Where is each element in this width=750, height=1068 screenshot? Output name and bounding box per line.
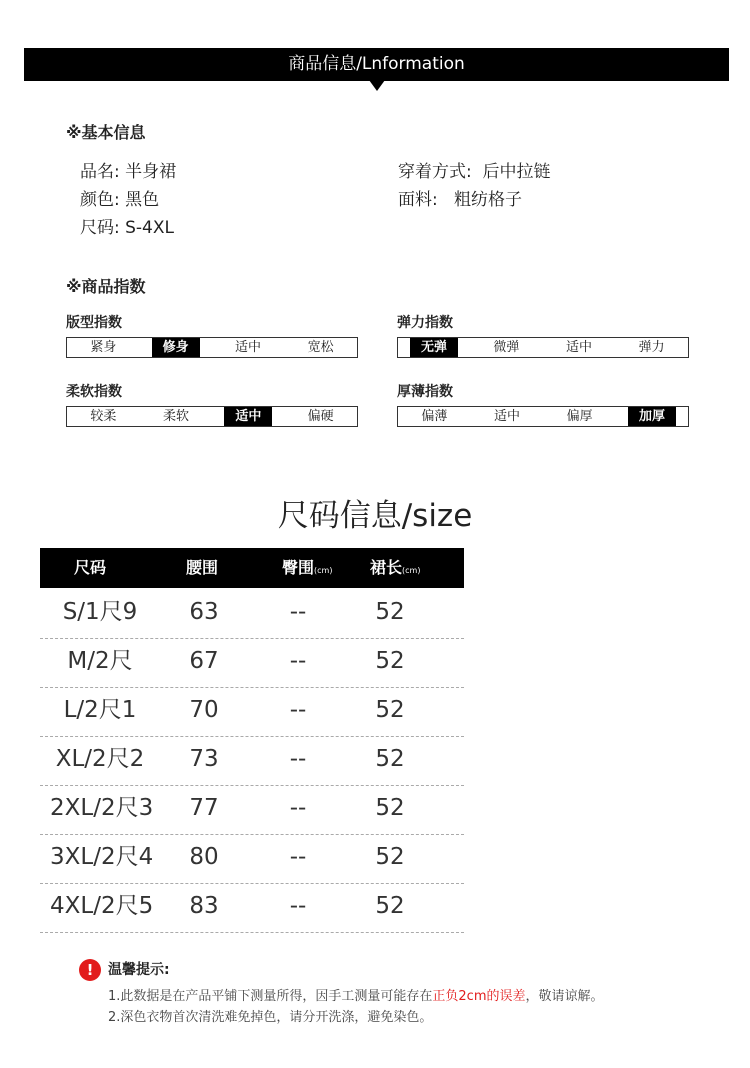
- scale-option: 弹力: [638, 340, 665, 355]
- scale-elasticity-title: 弹力指数: [397, 315, 453, 331]
- cell-waist: 70: [189, 697, 219, 723]
- cell-size: 4XL/2尺5: [50, 893, 154, 919]
- scale-option: 紧身: [90, 340, 117, 355]
- table-row: [40, 785, 464, 835]
- scale-option: 适中: [224, 407, 272, 426]
- col-header-waist: 腰围: [186, 558, 219, 577]
- col-header-size: 尺码: [74, 558, 107, 577]
- header-title: 商品信息/Lnformation: [288, 54, 465, 74]
- notice-error-highlight: 正负2cm的误差: [432, 989, 526, 1004]
- scale-thickness: [397, 406, 689, 427]
- table-row: [40, 834, 464, 884]
- cell-length: 52: [375, 795, 405, 821]
- cell-length: 52: [375, 746, 405, 772]
- scale-softness-title: 柔软指数: [66, 384, 122, 400]
- cell-waist: 80: [189, 844, 219, 870]
- info-wear-method: 穿着方式: 后中拉链: [398, 162, 551, 182]
- info-color: 颜色: 黑色: [80, 190, 160, 210]
- cell-length: 52: [375, 697, 405, 723]
- cell-size: L/2尺1: [63, 697, 137, 723]
- cell-hip: --: [289, 844, 307, 870]
- cell-size: S/1尺9: [62, 599, 138, 625]
- banner-pointer-icon: [369, 80, 385, 91]
- section-header-banner: [24, 48, 729, 81]
- scale-option: 柔软: [163, 409, 190, 424]
- table-row: [40, 638, 464, 688]
- table-row: [40, 883, 464, 933]
- scale-option: 偏厚: [566, 409, 593, 424]
- scale-option: 较柔: [90, 409, 117, 424]
- cell-waist: 83: [189, 893, 219, 919]
- cell-waist: 67: [189, 648, 219, 674]
- cell-size: 3XL/2尺4: [50, 844, 154, 870]
- cell-hip: --: [289, 893, 307, 919]
- scale-option: 适中: [235, 340, 262, 355]
- scale-softness: [66, 406, 358, 427]
- scale-fit: [66, 337, 358, 358]
- scale-option: 修身: [152, 338, 200, 357]
- table-row: [40, 687, 464, 737]
- cell-length: 52: [375, 844, 405, 870]
- scale-option: 微弹: [493, 340, 520, 355]
- cell-waist: 77: [189, 795, 219, 821]
- col-header-length: 裙长(cm): [370, 558, 421, 577]
- cell-hip: --: [289, 697, 307, 723]
- scale-option: 偏硬: [307, 409, 334, 424]
- notice-line-1: 1.此数据是在产品平铺下测量所得，因手工测量可能存在正负2cm的误差，敬请谅解。: [108, 989, 604, 1004]
- cell-waist: 63: [189, 599, 219, 625]
- info-product-name: 品名: 半身裙: [80, 162, 177, 182]
- scale-option: 宽松: [307, 340, 334, 355]
- info-fabric: 面料: 粗纺格子: [398, 190, 522, 210]
- info-size-range: 尺码: S-4XL: [80, 218, 174, 238]
- scale-option: 适中: [494, 409, 521, 424]
- table-row: [40, 589, 464, 639]
- size-section-heading: 尺码信息/size: [277, 498, 473, 534]
- col-header-hip: 臀围(cm): [282, 558, 333, 577]
- cell-length: 52: [375, 599, 405, 625]
- scale-option: 无弹: [410, 338, 458, 357]
- warning-icon: !: [79, 959, 101, 981]
- scale-fit-title: 版型指数: [66, 315, 122, 331]
- cell-size: 2XL/2尺3: [50, 795, 154, 821]
- cell-hip: --: [289, 795, 307, 821]
- basic-info-title: ※基本信息: [66, 123, 146, 142]
- cell-size: M/2尺: [67, 648, 133, 674]
- cell-hip: --: [289, 648, 307, 674]
- cell-length: 52: [375, 893, 405, 919]
- indices-title: ※商品指数: [66, 277, 146, 296]
- table-row: [40, 736, 464, 786]
- cell-hip: --: [289, 599, 307, 625]
- scale-option: 加厚: [628, 407, 676, 426]
- notice-line-2: 2.深色衣物首次清洗难免掉色，请分开洗涤，避免染色。: [108, 1010, 433, 1025]
- scale-option: 偏薄: [421, 409, 448, 424]
- cell-length: 52: [375, 648, 405, 674]
- cell-hip: --: [289, 746, 307, 772]
- notice-title: 温馨提示:: [108, 962, 170, 978]
- scale-thickness-title: 厚薄指数: [397, 384, 453, 400]
- cell-waist: 73: [189, 746, 219, 772]
- size-table-header: [40, 548, 464, 588]
- scale-elasticity: [397, 337, 689, 358]
- cell-size: XL/2尺2: [55, 746, 145, 772]
- scale-option: 适中: [566, 340, 593, 355]
